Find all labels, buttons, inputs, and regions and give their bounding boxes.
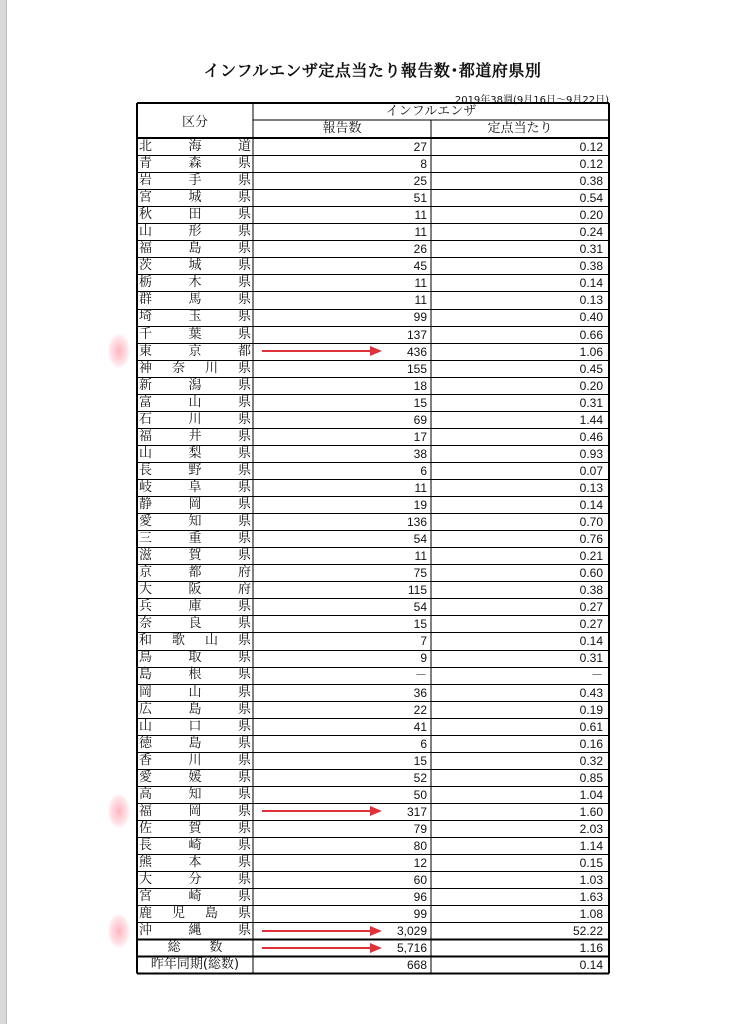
- prefecture-name: 栃 木 県: [139, 275, 251, 291]
- red-arrow-icon: [262, 943, 382, 953]
- prefecture-name: 茨 城 県: [139, 258, 251, 274]
- table-row: [137, 718, 609, 735]
- report-count-cell: 17: [413, 429, 427, 444]
- table-row: [137, 462, 609, 479]
- report-count-cell: 52: [413, 770, 427, 785]
- prefecture-name: 富 山 県: [139, 394, 251, 410]
- per-site-cell: 0.45: [579, 361, 603, 376]
- table-row: [137, 752, 609, 769]
- table-row: [137, 956, 609, 973]
- report-count-cell: －: [414, 668, 427, 683]
- prefecture-name: 静 岡 県: [139, 496, 251, 512]
- prefecture-name: 京 都 府: [139, 565, 251, 581]
- per-site-cell: －: [590, 668, 603, 683]
- per-site-cell: 0.19: [579, 702, 603, 717]
- table-row: [137, 326, 609, 343]
- per-site-cell: 0.24: [579, 225, 603, 240]
- report-count-cell: 38: [413, 446, 427, 461]
- per-site-cell: 1.44: [579, 412, 603, 427]
- table-row: [137, 564, 609, 581]
- per-site-cell: 0.27: [579, 617, 603, 632]
- table-row: [137, 479, 609, 496]
- prefecture-name: 岩 手 県: [139, 173, 251, 189]
- table-row: [137, 684, 609, 701]
- table-row: [137, 649, 609, 666]
- table-row: [137, 871, 609, 888]
- prefecture-name: 徳 島 県: [139, 735, 251, 751]
- prefecture-name: 北 海 道: [139, 139, 251, 154]
- per-site-cell: 0.20: [579, 378, 603, 393]
- table-row: [137, 701, 609, 718]
- report-count-cell: 99: [413, 310, 427, 325]
- per-site-cell: 0.31: [579, 651, 603, 666]
- prefecture-name: 三 重 県: [139, 531, 251, 547]
- pink-highlight-mark: [108, 334, 130, 368]
- prefecture-name: 佐 賀 県: [139, 820, 251, 836]
- prefecture-name: 奈 良 県: [139, 616, 251, 632]
- prefecture-name: 福 岡 県: [139, 803, 251, 819]
- report-count-cell: 41: [413, 719, 427, 734]
- per-site-cell: 0.14: [579, 276, 603, 291]
- table-row: [137, 360, 609, 377]
- document-title: インフルエンザ定点当たり報告数･都道府県別: [203, 61, 542, 80]
- prefecture-name: 愛 知 県: [139, 514, 251, 530]
- table-row: [137, 445, 609, 462]
- prefecture-name: 兵 庫 県: [139, 599, 251, 615]
- table-row: [137, 632, 609, 649]
- report-count-cell: 11: [414, 293, 427, 308]
- prefecture-name: 総 数: [167, 940, 223, 956]
- report-count-cell: 27: [413, 140, 427, 154]
- prefecture-name: 和 歌 山 県: [139, 633, 251, 649]
- table-body: [137, 138, 609, 973]
- report-count-cell: 11: [414, 276, 427, 291]
- per-site-cell: 0.14: [579, 497, 603, 512]
- report-count-cell: 75: [413, 566, 427, 581]
- prefecture-name: 山 形 県: [139, 224, 251, 240]
- header-region: 区分: [181, 115, 208, 130]
- per-site-cell: 0.14: [579, 634, 603, 649]
- prefecture-name: 鹿 児 島 県: [139, 906, 251, 922]
- prefecture-name: 宮 城 県: [139, 190, 251, 206]
- table-row: [137, 530, 609, 547]
- report-count-cell: 436: [406, 344, 427, 359]
- prefecture-name: 千 葉 県: [139, 326, 251, 342]
- prefecture-name: 長 野 県: [139, 462, 251, 478]
- prefecture-name: 新 潟 県: [139, 377, 251, 393]
- report-count-cell: 26: [413, 242, 427, 257]
- per-site-cell: 1.14: [579, 838, 603, 853]
- per-site-cell: 0.85: [579, 770, 603, 785]
- per-site-cell: 0.70: [579, 515, 603, 530]
- report-count-cell: 668: [406, 958, 427, 973]
- table-row: [137, 394, 609, 411]
- report-count-cell: 6: [420, 736, 427, 751]
- report-count-cell: 51: [413, 191, 427, 206]
- per-site-cell: 0.21: [579, 549, 603, 564]
- report-count-cell: 7: [420, 634, 427, 649]
- report-count-cell: 317: [406, 804, 427, 819]
- table-row: [137, 257, 609, 274]
- prefecture-name: 香 川 県: [139, 752, 251, 768]
- table-row: [137, 547, 609, 564]
- per-site-cell: 2.03: [579, 821, 603, 836]
- per-site-cell: 0.27: [579, 600, 603, 615]
- report-count-cell: 3,029: [396, 924, 427, 939]
- prefecture-name: 熊 本 県: [139, 854, 251, 870]
- per-site-cell: 0.13: [579, 480, 603, 495]
- table-row: [137, 155, 609, 172]
- prefecture-name: 埼 玉 県: [139, 309, 251, 325]
- report-count-cell: 54: [413, 600, 427, 615]
- table-row: [137, 428, 609, 445]
- prefecture-name: 宮 崎 県: [139, 889, 251, 905]
- per-site-cell: 0.12: [579, 140, 603, 154]
- header-influenza: インフルエンザ: [385, 104, 477, 119]
- per-site-cell: 0.40: [579, 310, 603, 325]
- table-row: [137, 786, 609, 803]
- per-site-cell: 0.38: [579, 174, 603, 189]
- per-site-cell: 0.54: [579, 191, 603, 206]
- prefecture-name: 高 知 県: [139, 786, 251, 802]
- prefecture-name: 鳥 取 県: [139, 650, 251, 666]
- report-count-cell: 15: [413, 617, 427, 632]
- report-count-cell: 136: [406, 515, 427, 530]
- report-count-cell: 79: [413, 821, 427, 836]
- prefecture-name: 福 島 県: [139, 241, 251, 257]
- prefecture-name: 広 島 県: [139, 701, 251, 717]
- report-count-cell: 25: [413, 174, 427, 189]
- report-count-cell: 8: [420, 157, 427, 172]
- per-site-cell: 0.31: [579, 395, 603, 410]
- table-row: [137, 308, 609, 325]
- per-site-cell: 1.04: [579, 787, 603, 802]
- per-site-cell: 1.06: [579, 344, 603, 359]
- report-count-cell: 96: [413, 890, 427, 905]
- per-site-cell: 1.60: [579, 804, 603, 819]
- red-arrow-icon: [262, 806, 382, 816]
- table-row: [137, 837, 609, 854]
- per-site-cell: 0.46: [579, 429, 603, 444]
- header-report-count: 報告数: [322, 121, 362, 136]
- report-count-cell: 11: [414, 208, 427, 223]
- table-row: [137, 411, 609, 428]
- report-count-cell: 11: [414, 225, 427, 240]
- report-count-cell: 54: [413, 532, 427, 547]
- table-row: [137, 666, 609, 683]
- prefecture-name: 山 口 県: [139, 718, 251, 734]
- prefecture-name: 神 奈 川 県: [139, 360, 251, 376]
- table-row: [137, 223, 609, 240]
- report-period: 2019年38週(9月16日～9月22日): [454, 95, 609, 106]
- table-row: [137, 274, 609, 291]
- table-row: [137, 291, 609, 308]
- per-site-cell: 0.76: [579, 532, 603, 547]
- report-count-cell: 6: [420, 463, 427, 478]
- per-site-cell: 0.38: [579, 259, 603, 274]
- report-count-cell: 15: [413, 753, 427, 768]
- report-count-cell: 99: [413, 907, 427, 922]
- prefecture-name: 福 井 県: [139, 428, 251, 444]
- per-site-cell: 0.12: [579, 157, 603, 172]
- prefecture-name: 沖 縄 県: [139, 923, 251, 939]
- per-site-cell: 0.43: [579, 685, 603, 700]
- per-site-cell: 0.93: [579, 446, 603, 461]
- prefecture-name: 秋 田 県: [139, 207, 251, 223]
- table-row: [137, 735, 609, 752]
- report-count-cell: 36: [413, 685, 427, 700]
- report-count-cell: 80: [413, 838, 427, 853]
- table-row: [137, 854, 609, 871]
- table-row: [137, 138, 609, 155]
- prefecture-name: 大 阪 府: [139, 582, 251, 598]
- per-site-cell: 0.61: [579, 719, 603, 734]
- per-site-cell: 0.66: [579, 327, 603, 342]
- report-count-cell: 50: [413, 787, 427, 802]
- prefecture-name: 長 崎 県: [139, 837, 251, 853]
- table-row: [137, 206, 609, 223]
- per-site-cell: 1.03: [579, 873, 603, 888]
- per-site-cell: 0.13: [579, 293, 603, 308]
- table-row: [137, 581, 609, 598]
- table-row: [137, 172, 609, 189]
- report-count-cell: 15: [413, 395, 427, 410]
- table-row: [137, 615, 609, 632]
- report-count-cell: 60: [413, 873, 427, 888]
- red-arrow-icon: [262, 346, 382, 356]
- table-row: [137, 377, 609, 394]
- prefecture-name: 島 根 県: [139, 667, 251, 683]
- prefecture-name: 石 川 県: [139, 411, 251, 427]
- report-count-cell: 9: [420, 651, 427, 666]
- report-count-cell: 12: [413, 855, 427, 870]
- per-site-cell: 0.15: [579, 855, 603, 870]
- per-site-cell: 1.08: [579, 907, 603, 922]
- prefecture-name: 昨年同期(総数): [150, 957, 240, 973]
- prefecture-name: 群 馬 県: [139, 292, 251, 308]
- prefecture-name: 愛 媛 県: [139, 769, 251, 785]
- per-site-cell: 0.07: [579, 463, 603, 478]
- table-row: [137, 513, 609, 530]
- prefecture-name: 大 分 県: [139, 872, 251, 888]
- prefecture-name: 青 森 県: [139, 156, 251, 172]
- prefecture-name: 岡 山 県: [139, 684, 251, 700]
- pink-highlight-mark: [108, 914, 130, 948]
- per-site-cell: 0.31: [579, 242, 603, 257]
- report-count-cell: 45: [413, 259, 427, 274]
- report-count-cell: 11: [414, 549, 427, 564]
- table-row: [137, 189, 609, 206]
- report-count-cell: 115: [407, 583, 427, 598]
- per-site-cell: 0.14: [579, 958, 603, 973]
- table-row: [137, 820, 609, 837]
- table-row: [137, 769, 609, 786]
- header-per-site: 定点当たり: [487, 121, 553, 136]
- prefecture-name: 山 梨 県: [139, 445, 251, 461]
- table-row: [137, 496, 609, 513]
- prefecture-name: 岐 阜 県: [139, 479, 251, 495]
- table-row: [137, 905, 609, 922]
- per-site-cell: 0.38: [579, 583, 603, 598]
- report-count-cell: 155: [406, 361, 427, 376]
- report-count-cell: 11: [414, 480, 427, 495]
- red-arrow-icon: [262, 926, 382, 936]
- per-site-cell: 0.32: [579, 753, 603, 768]
- report-count-cell: 5,716: [396, 941, 427, 956]
- report-count-cell: 69: [413, 412, 427, 427]
- per-site-cell: 1.16: [579, 941, 603, 956]
- per-site-cell: 0.60: [579, 566, 603, 581]
- per-site-cell: 1.63: [579, 890, 603, 905]
- table-row: [137, 240, 609, 257]
- per-site-cell: 0.20: [579, 208, 603, 223]
- prefecture-name: 東 京 都: [139, 343, 251, 359]
- report-count-cell: 19: [413, 497, 427, 512]
- table-row: [137, 598, 609, 615]
- report-count-cell: 137: [406, 327, 427, 342]
- report-count-cell: 22: [413, 702, 427, 717]
- table-row: [137, 888, 609, 905]
- report-count-cell: 18: [413, 378, 427, 393]
- per-site-cell: 52.22: [572, 924, 603, 939]
- per-site-cell: 0.16: [579, 736, 603, 751]
- prefecture-name: 滋 賀 県: [139, 548, 251, 564]
